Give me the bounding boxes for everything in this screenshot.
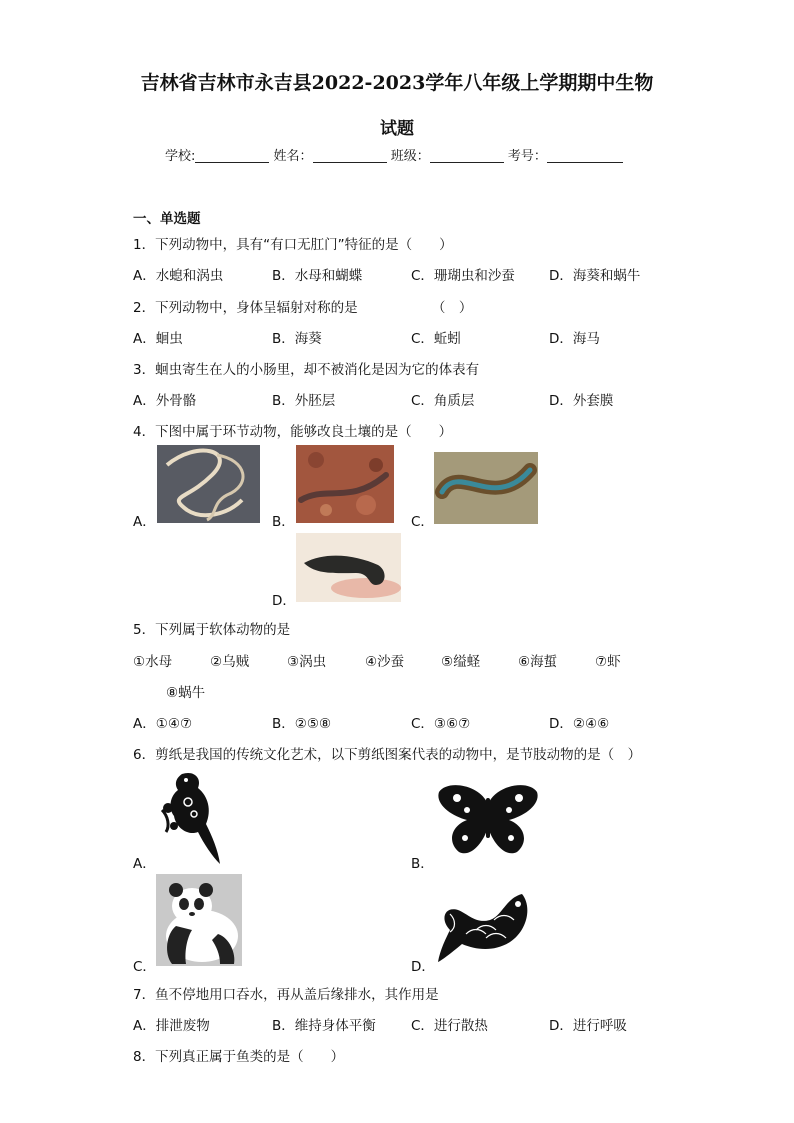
- q5-item-1: ①水母: [133, 654, 173, 670]
- q5-item-2: ②乌贼: [210, 654, 250, 670]
- q6-option-c[interactable]: C．: [133, 959, 156, 975]
- q5-option-b[interactable]: B．②⑤⑧: [272, 716, 332, 732]
- q2-option-c[interactable]: C．蚯蚓: [411, 331, 461, 347]
- q1-option-c[interactable]: C．珊瑚虫和沙蚕: [411, 268, 515, 284]
- q5-item-3: ③涡虫: [287, 654, 327, 670]
- bird-papercut-image: [160, 770, 224, 866]
- question-1-stem: 1．下列动物中，具有“有口无肛门”特征的是（ ）: [133, 237, 453, 253]
- exam-no-label: 考号：: [507, 149, 547, 164]
- q2-option-b[interactable]: B．海葵: [272, 331, 322, 347]
- leech-image: [296, 533, 401, 602]
- q1-option-d[interactable]: D．海葵和蜗牛: [549, 268, 641, 284]
- q5-item-5: ⑤缢蛏: [441, 654, 481, 670]
- fish-papercut-image: [436, 884, 532, 964]
- school-label: 学校:: [165, 149, 196, 164]
- q2-option-a[interactable]: A．蛔虫: [133, 331, 183, 347]
- name-blank[interactable]: [313, 148, 387, 163]
- exam-no-blank[interactable]: [547, 148, 623, 163]
- q7-option-c[interactable]: C．进行散热: [411, 1018, 488, 1034]
- q1-option-b[interactable]: B．水母和蝴蝶: [272, 268, 363, 284]
- class-label: 班级：: [390, 149, 430, 164]
- panda-papercut-image: [156, 874, 242, 966]
- question-8-stem: 8．下列真正属于鱼类的是（ ）: [133, 1049, 345, 1065]
- class-blank[interactable]: [430, 148, 504, 163]
- q5-item-7: ⑦虾: [595, 654, 621, 670]
- q4-option-c[interactable]: C．: [411, 514, 434, 530]
- butterfly-papercut-image: [437, 782, 539, 858]
- q5-item-8: ⑧蜗牛: [166, 685, 206, 701]
- section-heading: 一、单选题: [133, 211, 201, 227]
- q6-option-a[interactable]: A．: [133, 856, 156, 872]
- question-2-stem: 2．下列动物中，身体呈辐射对称的是 （ ）: [133, 300, 473, 316]
- q1-option-a[interactable]: A．水螅和涡虫: [133, 268, 224, 284]
- q3-option-b[interactable]: B．外胚层: [272, 393, 336, 409]
- q3-option-d[interactable]: D．外套膜: [549, 393, 614, 409]
- q5-item-6: ⑥海蜇: [518, 654, 558, 670]
- q3-option-c[interactable]: C．角质层: [411, 393, 475, 409]
- q3-option-a[interactable]: A．外骨骼: [133, 393, 197, 409]
- student-info-row: [165, 145, 623, 164]
- q4-option-a[interactable]: A．: [133, 514, 156, 530]
- q5-option-d[interactable]: D．②④⑥: [549, 716, 610, 732]
- question-5-stem: 5．下列属于软体动物的是: [133, 622, 291, 638]
- q7-option-d[interactable]: D．进行呼吸: [549, 1018, 627, 1034]
- q5-item-4: ④沙蚕: [365, 654, 405, 670]
- question-4-stem: 4．下图中属于环节动物，能够改良土壤的是（ ）: [133, 424, 453, 440]
- exam-title-line2: 试题: [380, 119, 414, 139]
- q2-option-d[interactable]: D．海马: [549, 331, 600, 347]
- q4-option-b[interactable]: B．: [272, 514, 295, 530]
- q6-option-d[interactable]: D．: [411, 959, 435, 975]
- millipede-image: [434, 452, 538, 524]
- roundworm-image: [157, 445, 260, 523]
- question-7-stem: 7．鱼不停地用口吞水，再从盖后缘排水，其作用是: [133, 987, 439, 1003]
- question-6-stem: 6．剪纸是我国的传统文化艺术，以下剪纸图案代表的动物中，是节肢动物的是（ ）: [133, 747, 642, 763]
- school-blank[interactable]: [195, 148, 269, 163]
- earthworm-image: [296, 445, 394, 523]
- q5-option-c[interactable]: C．③⑥⑦: [411, 716, 471, 732]
- question-3-stem: 3．蛔虫寄生在人的小肠里，却不被消化是因为它的体表有: [133, 362, 480, 378]
- q7-option-a[interactable]: A．排泄废物: [133, 1018, 210, 1034]
- q6-option-b[interactable]: B．: [411, 856, 434, 872]
- q5-option-a[interactable]: A．①④⑦: [133, 716, 193, 732]
- q7-option-b[interactable]: B．维持身体平衡: [272, 1018, 376, 1034]
- name-label: 姓名：: [273, 149, 313, 164]
- exam-title-line1: 吉林省吉林市永吉县2022-2023学年八年级上学期期中生物: [140, 72, 654, 94]
- q4-option-d[interactable]: D．: [272, 593, 296, 609]
